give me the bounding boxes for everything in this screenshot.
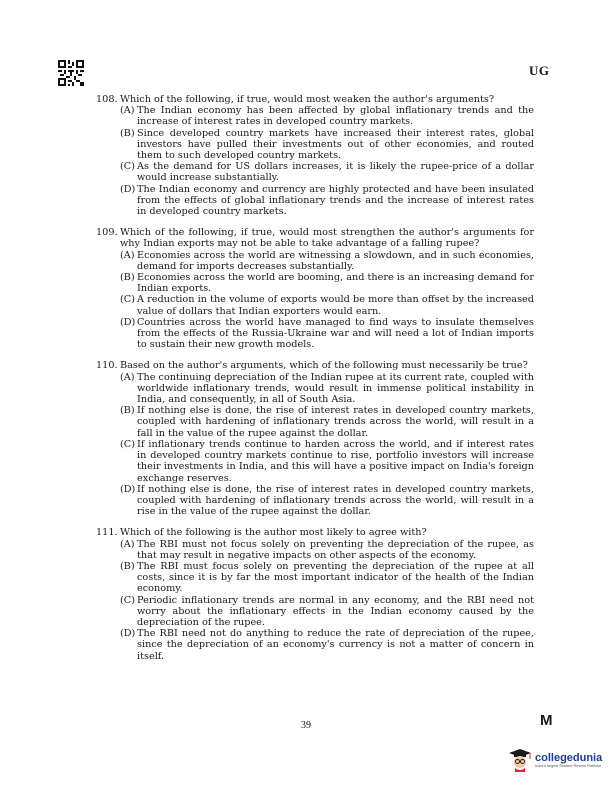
question-text: Which of the following is the author most likely to agree with? bbox=[120, 527, 427, 539]
option-label: (D) bbox=[120, 483, 136, 495]
question-111 bbox=[96, 527, 534, 661]
question-108 bbox=[96, 94, 534, 217]
option-text: The RBI need not do anything to reduce the rate of depreciation of the rupee, since the depreciation of an economy's currency is not a matter of concern in itself. bbox=[137, 628, 534, 662]
question-list bbox=[96, 94, 534, 672]
option-text: Economies across the world are witnessing a slowdown, and in such economies, demand for imports decreases substantially. bbox=[137, 249, 534, 272]
question-number: 108. bbox=[96, 94, 118, 105]
paper-code: UG bbox=[529, 63, 550, 78]
student-mascot-icon bbox=[508, 748, 532, 772]
question-stem bbox=[96, 527, 534, 538]
option-c bbox=[120, 439, 534, 484]
series-letter: M bbox=[540, 712, 553, 729]
question-stem bbox=[96, 360, 534, 371]
option-label: (B) bbox=[120, 405, 135, 417]
option-text: If inflationary trends continue to harden across the world, and if interest rates in developed country markets continue to rise, portfolio investors will increase their investments in India, and this will have a positive impact on India's foreign exchange reserves. bbox=[137, 438, 534, 484]
option-label: (B) bbox=[120, 272, 135, 284]
question-110 bbox=[96, 360, 534, 517]
option-label: (C) bbox=[120, 161, 135, 173]
question-stem bbox=[96, 94, 534, 105]
question-text: Which of the following, if true, would most weaken the author's arguments? bbox=[120, 94, 495, 105]
question-number: 110. bbox=[96, 360, 118, 372]
option-d bbox=[120, 484, 534, 518]
option-c bbox=[120, 161, 534, 183]
option-text: If nothing else is done, the rise of interest rates in developed country markets, coupled with hardening of inflationary trends across the world, will result in a fall in the value of the rupee against the dollar. bbox=[137, 405, 534, 439]
option-label: (D) bbox=[120, 183, 136, 195]
option-label: (D) bbox=[120, 316, 136, 328]
option-a bbox=[120, 105, 534, 127]
question-text: Which of the following, if true, would most strengthen the author's arguments for why Indian exports may not be able to take advantage of a falling rupee? bbox=[120, 227, 534, 250]
question-number: 111. bbox=[96, 527, 118, 539]
collegedunia-logo bbox=[508, 748, 602, 772]
option-b bbox=[120, 128, 534, 162]
option-text: Since developed country markets have increased their interest rates, global investors have pulled their investments out of other economies, and routed them to such developed country markets. bbox=[137, 127, 534, 162]
option-c bbox=[120, 595, 534, 629]
option-list bbox=[120, 372, 534, 518]
option-text: The Indian economy has been affected by global inflationary trends and the increase of interest rates in developed country markets. bbox=[137, 105, 534, 128]
option-label: (A) bbox=[120, 105, 135, 117]
option-text: As the demand for US dollars increases, it is likely the rupee-price of a dollar would increase substantially. bbox=[137, 161, 534, 184]
option-label: (D) bbox=[120, 628, 136, 640]
option-label: (A) bbox=[120, 371, 135, 383]
option-label: (B) bbox=[120, 560, 135, 572]
option-text: The RBI must not focus solely on preventing the depreciation of the rupee, as that may result in negative impacts on other aspects of the economy. bbox=[137, 538, 534, 561]
option-d bbox=[120, 628, 534, 662]
option-label: (B) bbox=[120, 127, 135, 139]
option-label: (C) bbox=[120, 438, 135, 450]
logo-tagline: India's largest Student Review Platform bbox=[535, 763, 602, 768]
option-label: (A) bbox=[120, 249, 135, 261]
option-text: Economies across the world are booming, and there is an increasing demand for Indian exports. bbox=[137, 272, 535, 295]
option-a bbox=[120, 539, 534, 561]
option-a bbox=[120, 250, 534, 272]
question-stem bbox=[96, 227, 534, 249]
option-d bbox=[120, 317, 534, 351]
qr-code bbox=[58, 60, 84, 86]
option-a bbox=[120, 372, 534, 406]
option-text: A reduction in the volume of exports would be more than offset by the increased value of dollars that Indian exporters would earn. bbox=[137, 294, 534, 317]
option-label: (C) bbox=[120, 594, 135, 606]
logo-name: collegedunia bbox=[535, 751, 603, 764]
option-label: (C) bbox=[120, 294, 135, 306]
question-109 bbox=[96, 227, 534, 350]
option-d bbox=[120, 184, 534, 218]
question-text: Based on the author's arguments, which of the following must necessarily be true? bbox=[120, 360, 528, 372]
option-label: (A) bbox=[120, 538, 135, 550]
option-list bbox=[120, 539, 534, 662]
option-list bbox=[120, 250, 534, 351]
option-b bbox=[120, 272, 534, 294]
option-text: If nothing else is done, the rise of interest rates in developed country markets, coupled with hardening of inflationary trends across the world, will result in a rise in the value of the rupee against the dollar. bbox=[137, 483, 534, 518]
option-text: The RBI must focus solely on preventing the depreciation of the rupee at all costs, since it is by far the most important indicator of the health of the Indian economy. bbox=[137, 560, 534, 595]
option-list bbox=[120, 105, 534, 217]
option-text: The Indian economy and currency are highly protected and have been insulated from the effects of global inflationary trends and the increase of interest rates in developed country markets. bbox=[137, 183, 534, 218]
option-b bbox=[120, 561, 534, 595]
option-text: The continuing depreciation of the Indian rupee at its current rate, coupled with worldwide inflationary trends, would result in immense political instability in India, and consequently, in all of South Asia. bbox=[137, 371, 534, 406]
option-text: Periodic inflationary trends are normal in any economy, and the RBI need not worry about the inflationary effects in the Indian economy caused by the depreciation of the rupee. bbox=[137, 594, 534, 628]
page-number: 39 bbox=[301, 720, 311, 731]
option-text: Countries across the world have managed to find ways to insulate themselves from the effects of the Russia-Ukraine war and will need a lot of Indian imports to sustain their new growth models. bbox=[137, 316, 534, 351]
option-b bbox=[120, 405, 534, 439]
option-c bbox=[120, 294, 534, 316]
question-number: 109. bbox=[96, 227, 118, 239]
